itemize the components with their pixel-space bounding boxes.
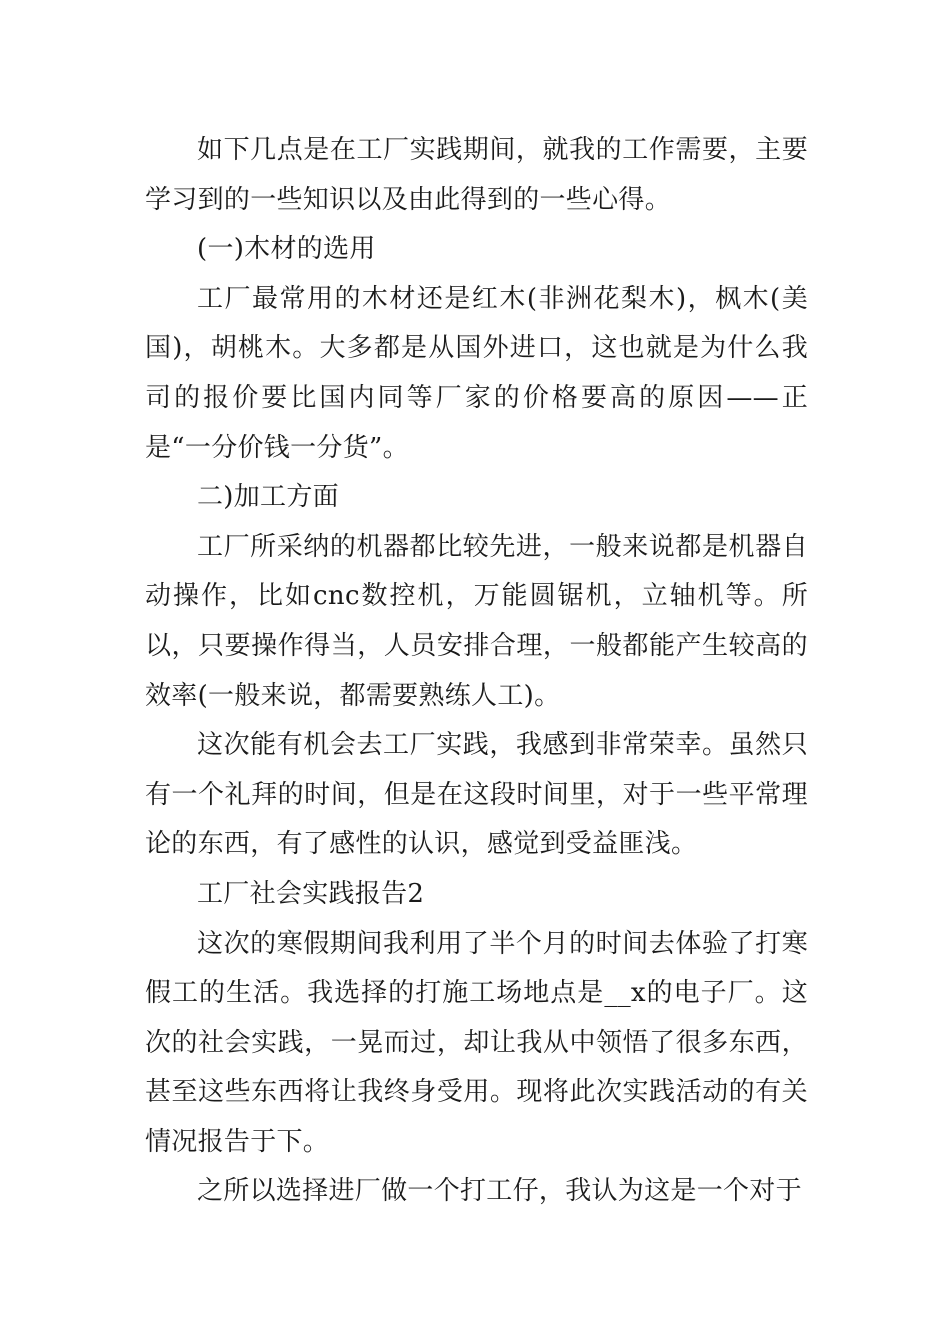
report-title-2: 工厂社会实践报告2 [197,878,425,909]
paragraph-wood-types: 工厂最常用的木材还是红木(非洲花梨木)，枫木(美国)，胡桃木。大多都是从国外进口，这也就是为什么我司的报价要比国内同等厂家的价格要高的原因——正是“一分价钱一分货”。 [145,283,808,463]
section-heading-processing: 二)加工方面 [197,482,339,513]
paragraph-machinery: 工厂所采纳的机器都比较先进，一般来说都是机器自动操作，比如cnc数控机，万能圆锯机，立轴机等。所以，只要操作得当，人员安排合理，一般都能产生较高的效率(一般来说，都需要熟练人工)。 [145,531,808,711]
paragraph-reflection: 这次能有机会去工厂实践，我感到非常荣幸。虽然只有一个礼拜的时间，但是在这段时间里，对于一些平常理论的东西，有了感性的认识，感觉到受益匪浅。 [145,730,808,860]
document-body [145,126,808,1217]
paragraph-winter-job: 这次的寒假期间我利用了半个月的时间去体验了打寒假工的生活。我选择的打施工场地点是__x的电子厂。这次的社会实践，一晃而过，却让我从中领悟了很多东西，甚至这些东西将让我终身受用。现将此次实践活动的有关情况报告于下。 [145,928,808,1157]
paragraph-reason: 之所以选择进厂做一个打工仔，我认为这是一个对于 [197,1176,802,1207]
paragraph-intro: 如下几点是在工厂实践期间，就我的工作需要，主要学习到的一些知识以及由此得到的一些心得。 [145,135,808,215]
section-heading-wood-selection: (一)木材的选用 [197,234,376,265]
